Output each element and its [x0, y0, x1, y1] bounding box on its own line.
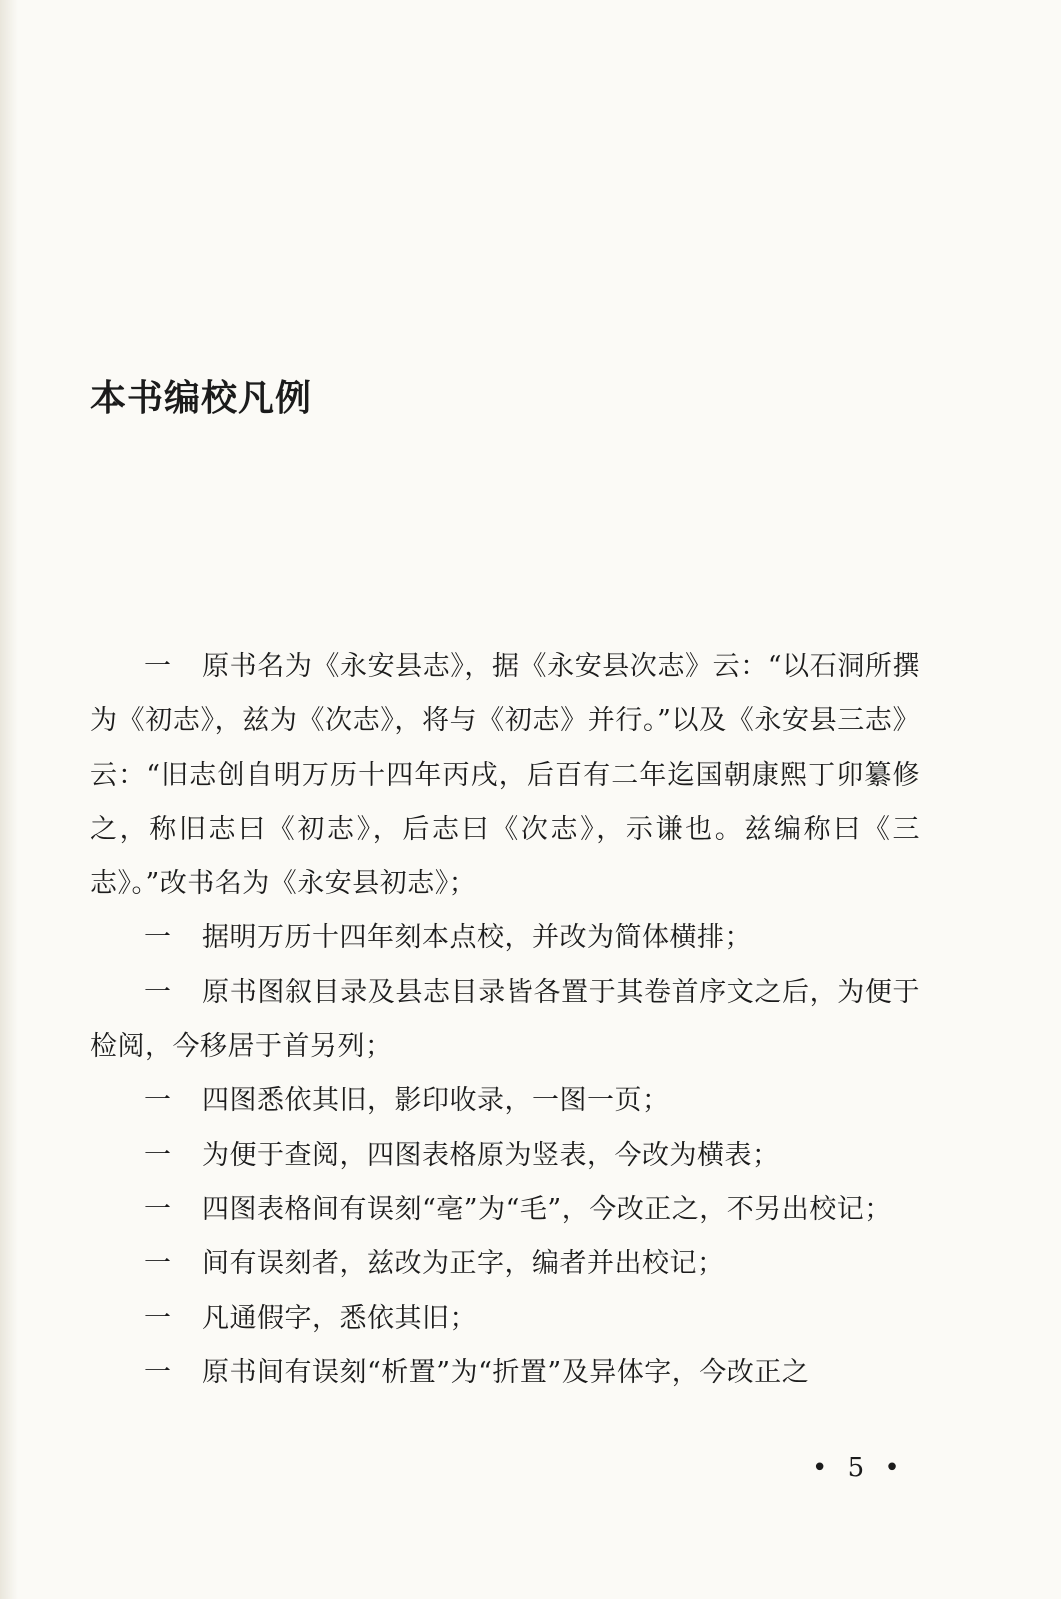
- page-edge: [0, 0, 18, 1599]
- paragraph-text: 四图表格间有误刻“亳”为“毛”，今改正之，不另出校记；: [202, 1193, 892, 1225]
- bullet-dash: 一: [144, 1302, 172, 1334]
- paragraph-2: [90, 911, 920, 965]
- paragraph-text: 四图悉依其旧，影印收录，一图一页；: [202, 1085, 670, 1117]
- bullet-dash: 一: [144, 1085, 172, 1117]
- body-text: [90, 640, 920, 1400]
- paragraph-text: 凡通假字，悉依其旧；: [202, 1302, 477, 1334]
- paragraph-4: [90, 1074, 920, 1128]
- paragraph-text: 原书图叙目录及县志目录皆各置于其卷首序文之后，为便于检阅，今移居于首另列；: [90, 976, 920, 1063]
- paragraph-1: [90, 640, 920, 911]
- bullet-dash: 一: [144, 1248, 172, 1280]
- page-number: • 5 •: [812, 1453, 906, 1483]
- paragraph-9: [90, 1346, 920, 1400]
- bullet-dash: 一: [144, 1139, 172, 1171]
- bullet-dash: 一: [144, 651, 172, 682]
- paragraph-text: 原书名为《永安县志》，据《永安县次志》云：“以石洞所撰为《初志》，兹为《次志》，将与《初志》并行。”以及《永安县三志》云：“旧志创自明万历十四年丙戌，后百有二年迄国朝康熙丁卯纂修之，称旧志曰《初志》，后志曰《次志》，示谦也。兹编称曰《三志》。”改书名为《永安县初志》；: [90, 651, 920, 900]
- paragraph-text: 间有误刻者，兹改为正字，编者并出校记；: [202, 1248, 725, 1280]
- bullet-dash: 一: [144, 1356, 172, 1388]
- bullet-dash: 一: [144, 922, 172, 954]
- page-title: 本书编校凡例: [90, 378, 313, 419]
- paragraph-text: 据明万历十四年刻本点校，并改为简体横排；: [202, 922, 752, 954]
- paragraph-text: 原书间有误刻“析置”为“折置”及异体字，今改正之: [202, 1356, 810, 1388]
- bullet-dash: 一: [144, 1193, 172, 1225]
- paragraph-5: [90, 1129, 920, 1183]
- paragraph-3: [90, 966, 920, 1075]
- paragraph-8: [90, 1292, 920, 1346]
- paragraph-text: 为便于查阅，四图表格原为竖表，今改为横表；: [202, 1139, 780, 1171]
- paragraph-6: [90, 1183, 920, 1237]
- paragraph-7: [90, 1237, 920, 1291]
- bullet-dash: 一: [144, 976, 172, 1008]
